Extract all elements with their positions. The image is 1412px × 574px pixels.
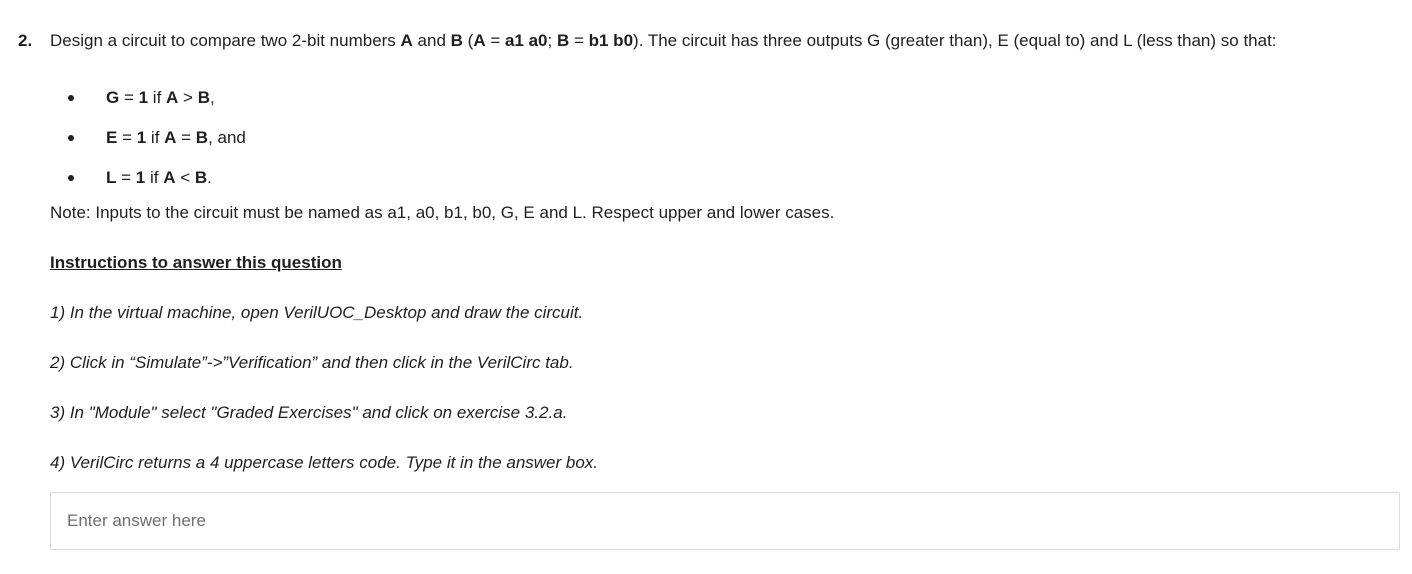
condition-item-equal	[60, 118, 246, 158]
bullet-icon	[68, 135, 74, 141]
answer-input[interactable]	[51, 493, 1399, 549]
conditions-list	[60, 78, 246, 198]
bullet-icon	[68, 95, 74, 101]
condition-item-less	[60, 158, 246, 198]
note-text: Note: Inputs to the circuit must be named as a1, a0, b1, b0, G, E and L. Respect upper and lower cases.	[50, 203, 835, 222]
condition-item-greater	[60, 78, 246, 118]
bullet-icon	[68, 175, 74, 181]
answer-box[interactable]	[50, 492, 1400, 550]
instruction-step-4: 4) VerilCirc returns a 4 uppercase letters code. Type it in the answer box.	[50, 453, 599, 472]
instructions-heading: Instructions to answer this question	[50, 253, 342, 272]
condition-text: L = 1 if A < B.	[106, 168, 212, 188]
instruction-step-3: 3) In "Module" select "Graded Exercises" and click on exercise 3.2.a.	[50, 403, 568, 422]
condition-text: G = 1 if A > B,	[106, 88, 215, 108]
question-number: 2.	[18, 31, 33, 50]
question-text: Design a circuit to compare two 2-bit numbers A and B (A = a1 a0; B = b1 b0). The circuit has three outputs G (greater than), E (equal to) and L (less than) so that:	[50, 31, 1277, 50]
instruction-step-2: 2) Click in “Simulate”->”Verification” and then click in the VerilCirc tab.	[50, 353, 574, 372]
instruction-step-1: 1) In the virtual machine, open VerilUOC_Desktop and draw the circuit.	[50, 303, 584, 322]
condition-text: E = 1 if A = B, and	[106, 128, 246, 148]
